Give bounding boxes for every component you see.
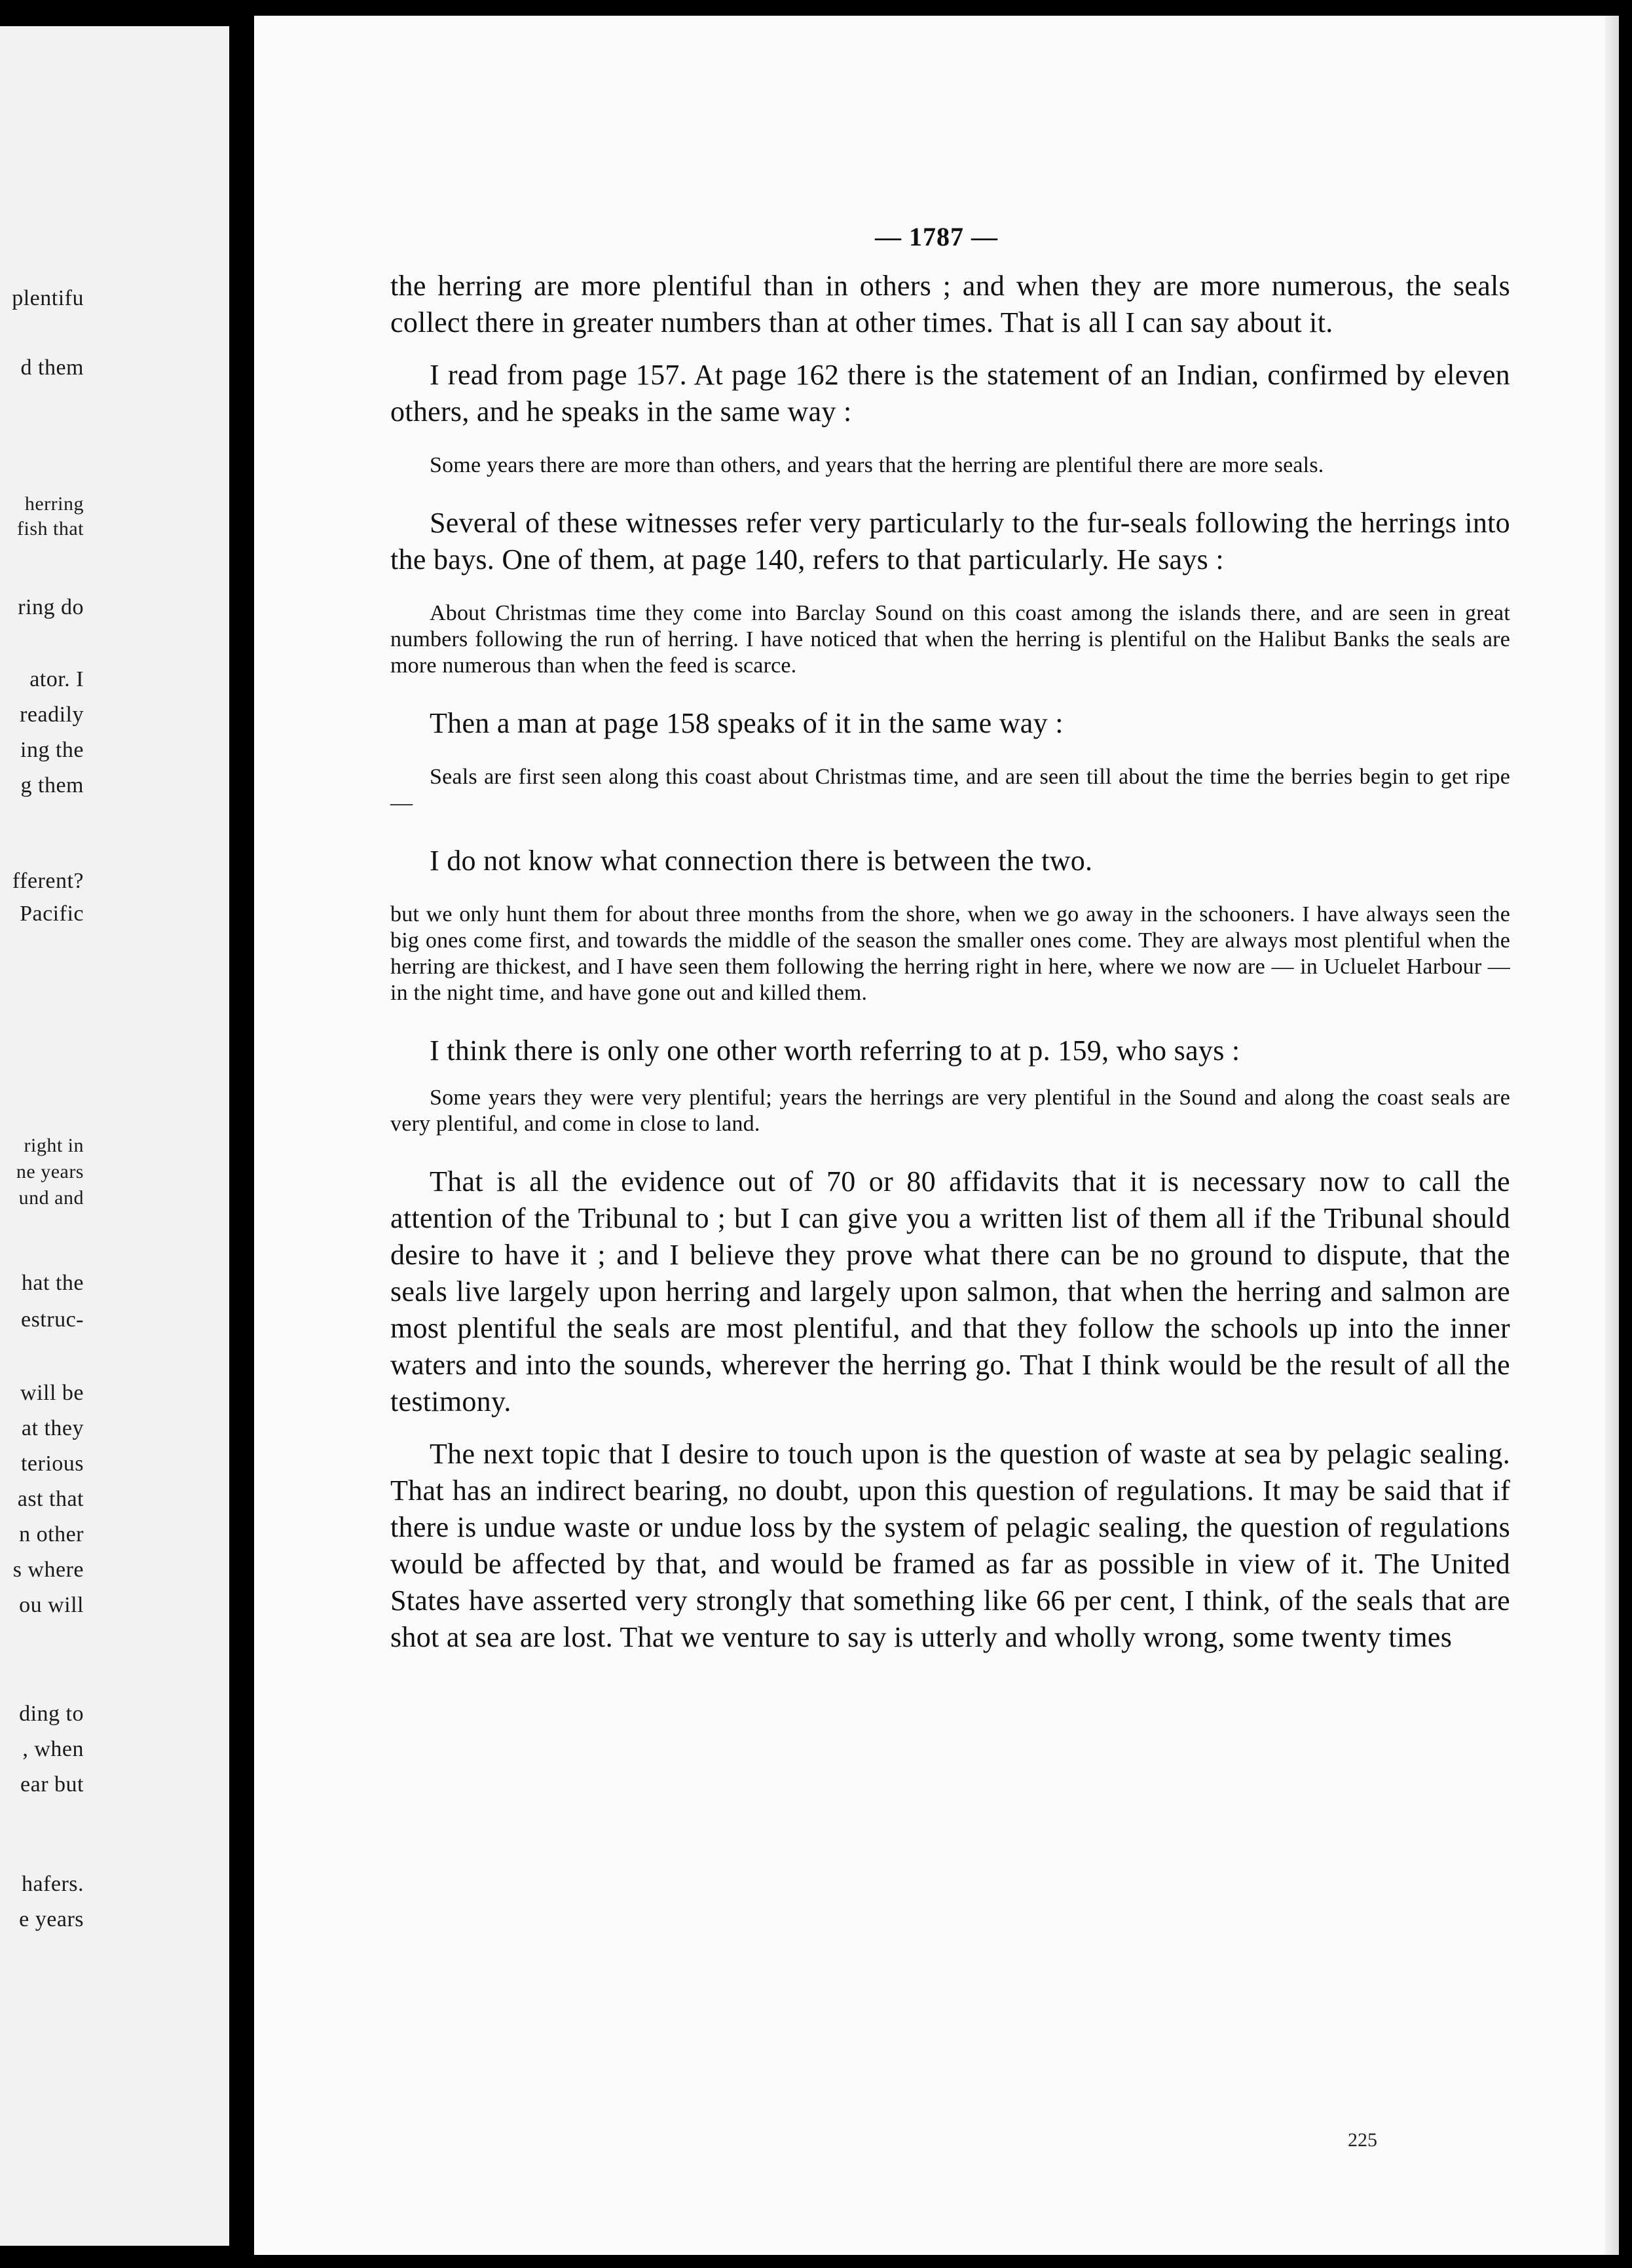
paragraph: Then a man at page 158 speaks of it in the same way : (430, 707, 1064, 739)
left-fragment: fferent? (12, 869, 84, 893)
paragraph: I read from page 157. At page 162 there is the statement of an Indian, confirmed by eleven others, and he speaks in the same way : (390, 359, 1510, 428)
previous-page-edge (0, 26, 229, 2246)
left-fragment: ou will (19, 1593, 84, 1617)
left-fragment: herring (24, 493, 84, 515)
paragraph: the herring are more plentiful than in others ; and when they are more numerous, the seals collect there in greater numbers than at other times. That is all I can say about it. (390, 270, 1510, 338)
book-gutter (229, 0, 255, 2268)
left-fragment: g them (20, 773, 84, 797)
page-number-header: — 1787 — (875, 222, 998, 251)
page-edge-shadow (1604, 16, 1619, 2255)
text-column (390, 268, 1510, 1656)
left-fragment: fish that (17, 518, 84, 540)
left-fragment: terious (20, 1452, 84, 1476)
left-fragment: readily (20, 703, 84, 727)
paragraph: Several of these witnesses refer very particularly to the fur-seals following the herrings into the bays. One of them, at page 140, refers to that particularly. He says : (390, 507, 1510, 576)
paragraph: I think there is only one other worth referring to at p. 159, who says : (430, 1034, 1240, 1067)
quotation: Seals are first seen along this coast about Christmas time, and are seen till about the time the berries begin to get ripe — (390, 765, 1510, 815)
left-fragment: will be (20, 1381, 84, 1405)
left-fragment: e years (19, 1907, 84, 1931)
left-fragment: at they (21, 1416, 84, 1440)
left-fragment: , when (22, 1737, 84, 1761)
left-fragment: ast that (17, 1487, 84, 1511)
quotation: but we only hunt them for about three months from the shore, when we go away in the schooners. I have always seen the big ones come first, and towards the middle of the season the smaller ones come. They are always most plentiful when the herring are thickest, and I have seen them following the herring right in here, where we now are — in Ucluelet Harbour — in the night time, and have gone out and killed them. (390, 902, 1510, 1005)
quotation: About Christmas time they come into Barclay Sound on this coast among the islands there, and are seen in great numbers following the run of herring. I have noticed that when the herring is plentiful on the Halibut Banks the seals are more numerous than when the feed is scarce. (390, 601, 1510, 678)
signature-mark: 225 (1348, 2129, 1377, 2151)
left-fragment: Pacific (20, 902, 84, 926)
paragraph: The next topic that I desire to touch upon is the question of waste at sea by pelagic sealing. That has an indirect bearing, no doubt, upon this question of regulations. It may be said that if there is undue waste or undue loss by the system of pelagic sealing, the question of regulations would be affected by that, and would be framed as far as possible in view of it. The United States have asserted very strongly that something like 66 per cent, I think, of the seals that are shot at sea are lost. That we venture to say is utterly and wholly wrong, some twenty times (390, 1438, 1510, 1653)
left-fragment: hat the (21, 1271, 84, 1295)
quotation: Some years they were very plentiful; years the herrings are very plentiful in the Sound and along the coast seals are very plentiful, and come in close to land. (390, 1086, 1510, 1136)
paragraph: That is all the evidence out of 70 or 80 affidavits that it is necessary now to call the attention of the Tribunal to ; but I can give you a written list of them all if the Tribunal should desire to have it ; and I believe they prove what there can be no ground to dispute, that the seals live largely upon herring and largely upon salmon, that when the herring and salmon are most plentiful the seals are most plentiful, and that they follow the schools up into the inner waters and into the sounds, wherever the herring go. That I think would be the result of all the testimony. (390, 1165, 1510, 1418)
quotation: Some years there are more than others, and years that the herring are plentiful there are more seals. (430, 453, 1324, 477)
left-fragment: plentifu (12, 286, 84, 310)
left-fragment: n other (19, 1522, 84, 1546)
left-fragment: ne years (16, 1161, 84, 1182)
left-fragment: right in (24, 1135, 84, 1156)
left-fragment: ding to (19, 1702, 84, 1726)
left-fragment: d them (20, 356, 84, 380)
left-fragment: ator. I (29, 667, 84, 691)
left-fragment: und and (18, 1187, 84, 1209)
left-fragment: estruc- (20, 1308, 84, 1332)
left-fragment: ing the (20, 738, 84, 762)
document-page (254, 16, 1619, 2255)
left-fragment: s where (12, 1558, 84, 1582)
paragraph: I do not know what connection there is between the two. (430, 845, 1093, 877)
left-fragment: ear but (20, 1772, 84, 1797)
left-fragment: hafers. (21, 1872, 84, 1896)
left-fragment: ring do (18, 595, 84, 619)
